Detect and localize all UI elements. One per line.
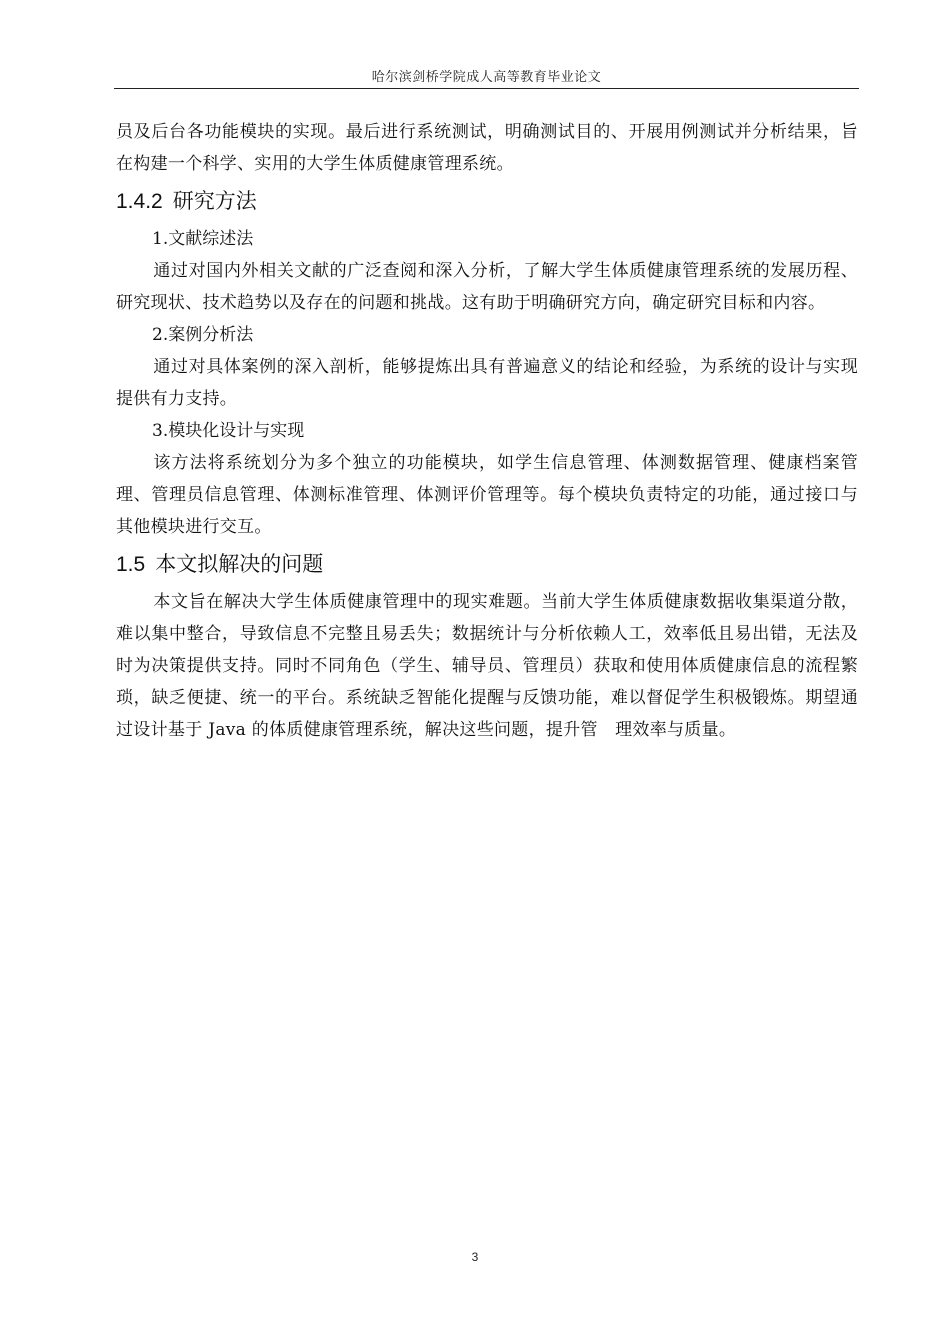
problem-paragraph: 本文旨在解决大学生体质健康管理中的现实难题。当前大学生体质健康数据收集渠道分散，难以集中整合，导致信息不完整且易丢失；数据统计与分析依赖人工，效率低且易出错，无法及时为决策提供支持。同时不同角色（学生、辅导员、管理员）获取和使用体质健康信息的流程繁琐，缺乏便捷、统一的平台。系统缺乏智能化提醒与反馈功能，难以督促学生积极锻炼。期望通过设计基于 Java 的体质健康管理系统，解决这些问题，提升管 理效率与质量。	[116, 592, 858, 740]
page-header: 哈尔滨剑桥学院成人高等教育毕业论文	[371, 70, 602, 85]
section-number: 1.4.2	[116, 190, 163, 213]
method-paragraph: 该方法将系统划分为多个独立的功能模块，如学生信息管理、体测数据管理、健康档案管理、管理员信息管理、体测标准管理、体测评价管理等。每个模块负责特定的功能，通过接口与其他模块进行交互。	[116, 453, 858, 537]
section-title: 研究方法	[172, 189, 257, 213]
document-body	[116, 116, 858, 746]
method-label: 2.案例分析法	[152, 325, 254, 345]
intro-paragraph: 员及后台各功能模块的实现。最后进行系统测试，明确测试目的、开展用例测试并分析结果，旨在构建一个科学、实用的大学生体质健康管理系统。	[116, 122, 858, 174]
section-title: 本文拟解决的问题	[155, 552, 324, 576]
header-divider	[114, 88, 859, 89]
page-number: 3	[471, 1250, 479, 1264]
method-paragraph: 通过对国内外相关文献的广泛查阅和深入分析，了解大学生体质健康管理系统的发展历程、研究现状、技术趋势以及存在的问题和挑战。这有助于明确研究方向，确定研究目标和内容。	[116, 261, 858, 313]
section-heading-1-4-2	[116, 186, 858, 217]
method-paragraph: 通过对具体案例的深入剖析，能够提炼出具有普遍意义的结论和经验，为系统的设计与实现提供有力支持。	[116, 357, 858, 409]
method-label: 1.文献综述法	[152, 229, 254, 249]
section-number: 1.5	[116, 553, 146, 576]
section-heading-1-5	[116, 549, 858, 580]
method-label: 3.模块化设计与实现	[152, 421, 305, 441]
